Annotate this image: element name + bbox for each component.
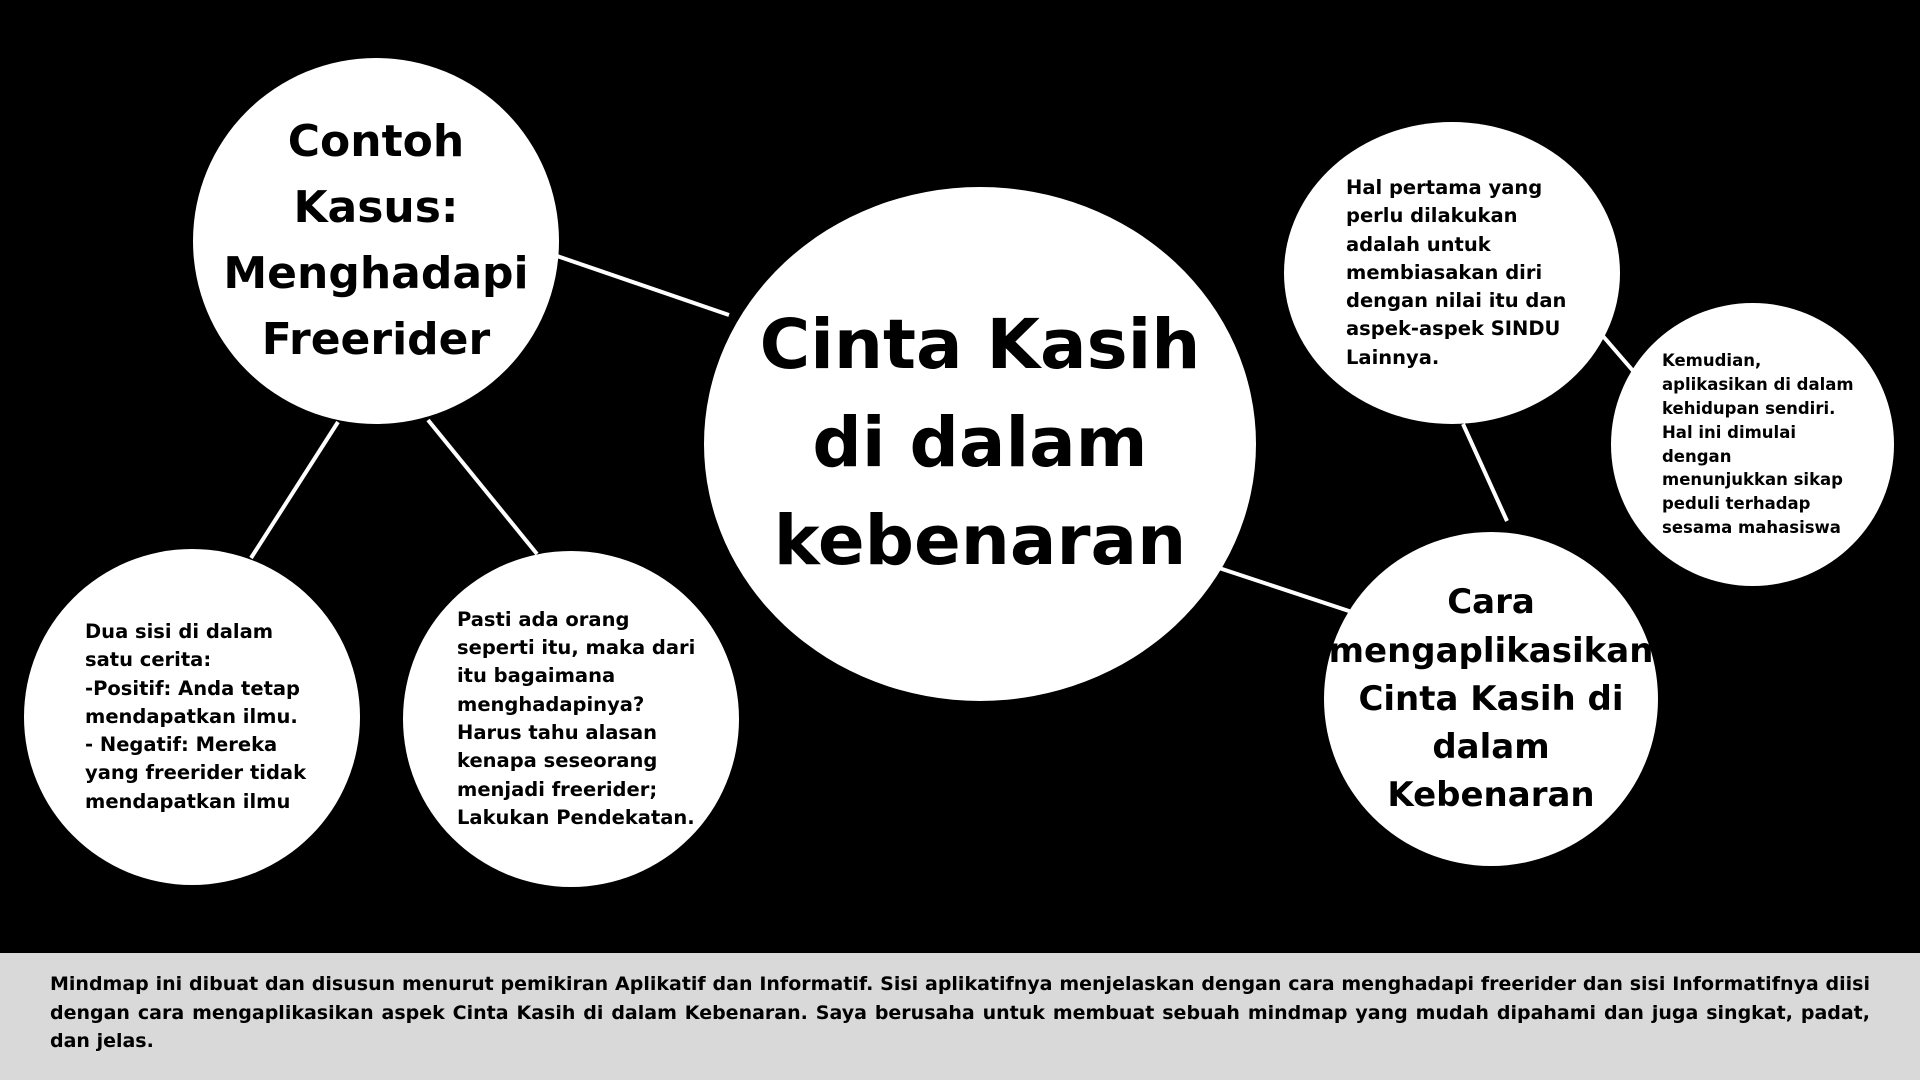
node-approach-text: Pasti ada orang seperti itu, maka dari itu bagaimana menghadapinya? Harus tahu alasan kenapa seseorang menjadi freerider; Lakukan Pendekatan. xyxy=(457,607,696,829)
node-case-example xyxy=(193,58,559,424)
node-two-sides-text: Dua sisi di dalam satu cerita: -Positif: Anda tetap mendapatkan ilmu. - Negatif: Mereka yang freerider tidak mendapatkan ilmu xyxy=(85,620,307,813)
node-first-step-text: Hal pertama yang perlu dilakukan adalah untuk membiasakan diri dengan nilai itu dan aspek-aspek SINDU Lainnya. xyxy=(1346,176,1567,369)
connector-case-to-approach xyxy=(428,420,537,554)
connector-center-to-case xyxy=(557,256,729,315)
connector-apply-to-first-step xyxy=(1463,424,1507,521)
connector-first-step-to-next-step xyxy=(1602,335,1634,372)
footer-caption xyxy=(0,953,1920,1080)
node-how-to-apply-title: Cara mengaplikasikan Cinta Kasih di dalam Kebenaran xyxy=(1328,582,1654,816)
node-center-title: Cinta Kasih di dalam kebenaran xyxy=(759,305,1201,581)
node-approach xyxy=(403,551,739,887)
node-next-step-text: Kemudian, aplikasikan di dalam kehidupan sendiri. Hal ini dimulai dengan menunjukkan sikap peduli terhadap sesama mahasiswa xyxy=(1662,350,1854,538)
node-how-to-apply xyxy=(1324,532,1658,866)
node-next-step xyxy=(1611,303,1894,586)
node-first-step xyxy=(1284,122,1620,424)
connector-case-to-two-sides xyxy=(251,422,338,558)
node-case-example-title: Contoh Kasus: Menghadapi Freerider xyxy=(223,116,529,365)
node-center-topic xyxy=(704,187,1256,701)
footer-text: Mindmap ini dibuat dan disusun menurut pemikiran Aplikatif dan Informatif. Sisi aplikatifnya menjelaskan dengan cara menghadapi freerider dan sisi Informatifnya diisi dengan cara mengaplikasikan aspek Cinta Kasih di dalam Kebenaran. Saya berusaha untuk membuat sebuah mindmap yang mudah dipahami dan juga singkat, padat, dan jelas. xyxy=(50,973,1870,1052)
node-two-sides xyxy=(24,549,360,885)
